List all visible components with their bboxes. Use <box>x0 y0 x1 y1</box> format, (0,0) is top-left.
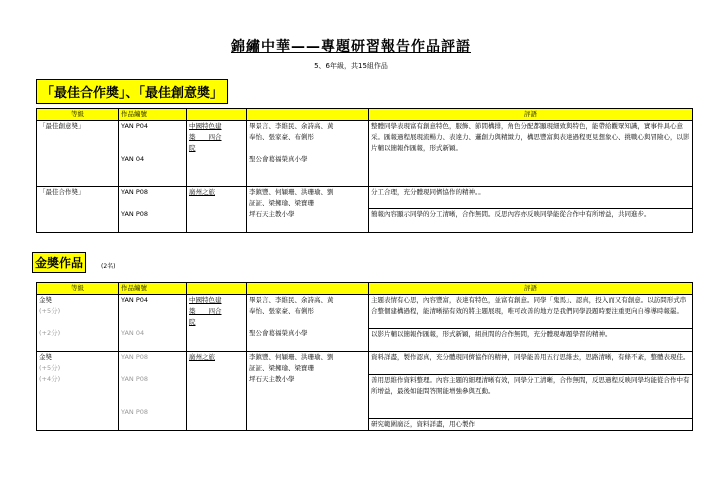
members-cell: 李鎮豐、何穎珊、洪珊瑜、劉 証証、梁擁瑜、梁寶珊 坪石天主教小學 <box>247 187 369 233</box>
header-work <box>187 109 247 121</box>
section-heading-gold-award: 金奬作品 <box>32 252 86 273</box>
table-row <box>37 121 693 187</box>
header-members <box>247 283 369 295</box>
section-heading-special-awards: 「最佳合作奬」、「最佳創意奬」 <box>36 79 228 104</box>
work-title-cell: 廣州之旅 <box>187 352 247 431</box>
table-row <box>37 187 693 209</box>
comment-cell: 分工合理，充分體現同儕協作的精神。。 <box>369 187 693 209</box>
gold-award-table <box>36 282 693 431</box>
table-row <box>37 295 693 329</box>
table-header-row <box>37 109 693 121</box>
table-header-row <box>37 283 693 295</box>
comment-cell: 整體同學表現富有創意特色，服飾、節間構排，角色分配都顯現細致與特色，能帶給觀眾知識，實事件具心意采。匯報過程展現流暢力、表達力、邏創力與精緻力，構思豐富與表達過程更見想象心、挑戰心與冒險心，以影片輔以簡報作匯報，形式新穎。 <box>369 121 693 187</box>
work-title-cell: 中國特色建 築 四合 院 <box>187 295 247 352</box>
header-grade: 等級 <box>37 109 119 121</box>
page-subtitle: 5、6年級，共15組作品 <box>314 62 388 70</box>
table-row <box>37 352 693 375</box>
members-cell: 畢景言、李維民、余詩高、黃 奉怡、張家豪、布俐彤 聖公會葛福榮真小學 <box>247 121 369 187</box>
members-cell: 李鎮豐、何穎珊、洪珊瑜、劉 証証、梁擁瑜、梁寶珊 坪石天主教小學 <box>247 352 369 431</box>
work-id-cell: YAN P08 YAN P08 YAN P08 <box>119 352 187 431</box>
header-work-id: 作品編號 <box>119 109 187 121</box>
work-id-cell: YAN P08 YAN P08 <box>119 187 187 233</box>
work-title-cell: 中國特色建 築 四合 院 <box>187 121 247 187</box>
header-grade: 等級 <box>37 283 119 295</box>
header-work-id: 作品編號 <box>119 283 187 295</box>
comment-cell: 善用思維作資料整理。內容主題的細理清晰有效，同學分工清晰，合作無間，反思過程反映同學均能從合作中有所增益，最後如能問答開能增強參與互動。 <box>369 375 693 419</box>
grade-cell: 「最佳合作奬」 <box>37 187 119 233</box>
comment-cell: 簡報內容顯示同學的分工清晰，合作無間。反思內容亦反映同學能從合作中有所增益，共同進步。 <box>369 209 693 233</box>
comment-cell: 主題表情有心思，內容豐富，表達有特色，並富有創意。同學「鬼馬」、認真，投入而又有創意。以訪問形式串合整個建構過程，能清晰描有效的將主題展現，唯可改善的地方是我們同學設題時要注重更向自導導時報罷。 <box>369 295 693 329</box>
header-comment: 評語 <box>369 109 693 121</box>
gold-award-count-note: (2名) <box>101 263 116 270</box>
page-title: 錦繡中華——專題研習報告作品評語 <box>231 39 471 55</box>
special-awards-table <box>36 108 693 233</box>
header-work <box>187 283 247 295</box>
comment-cell: 研究範圍廣泛，資料詳盡，用心製作 <box>369 419 693 431</box>
work-title-cell: 廣州之旅 <box>187 187 247 233</box>
comment-cell: 以影片輔以簡報作匯報，形式新穎，組員間的合作無間，充分體現專題學習的精神。 <box>369 329 693 352</box>
header-comment: 評語 <box>369 283 693 295</box>
comment-cell: 資料詳盡，製作認真，充分體現同儕協作的精神，同學能善用五行思維去，思路清晰，有條不紊，整體表現佳。 <box>369 352 693 375</box>
work-id-cell: YAN P04 YAN 04 <box>119 295 187 352</box>
members-cell: 畢景言、李維民、余詩高、黃 奉怡、張家豪、布俐彤 聖公會葛福榮真小學 <box>247 295 369 352</box>
work-id-cell: YAN P04 YAN 04 <box>119 121 187 187</box>
header-members <box>247 109 369 121</box>
grade-cell: 「最佳創意奬」 <box>37 121 119 187</box>
grade-cell: 金奬 (+5分) (+2分) <box>37 295 119 352</box>
grade-cell: 金奬 (+5分) (+4分) <box>37 352 119 431</box>
